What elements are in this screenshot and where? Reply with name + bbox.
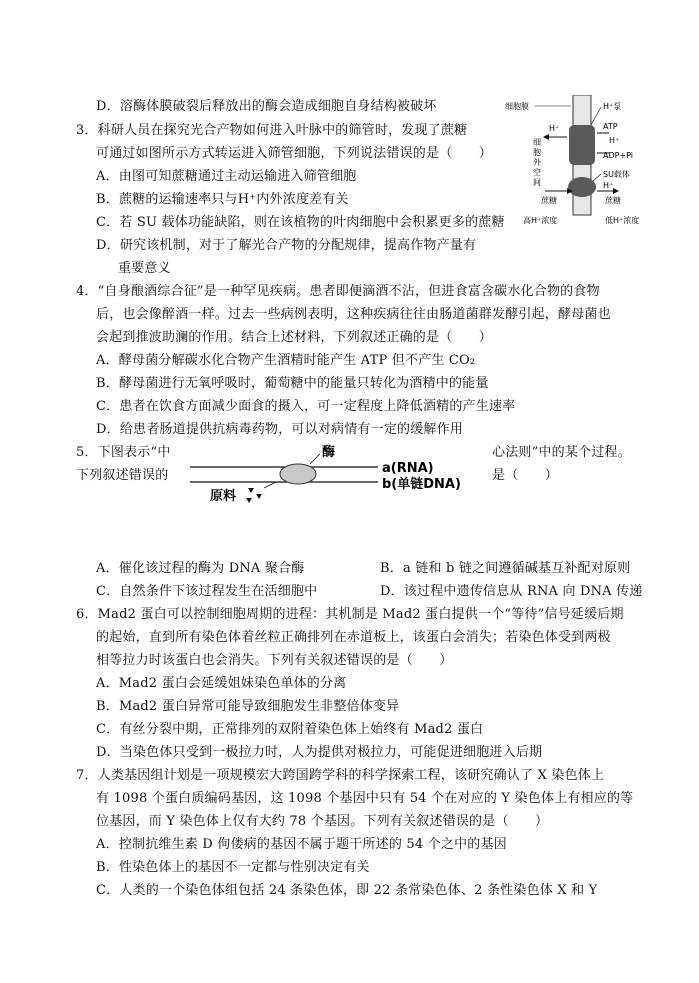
q3-option-a: A．由图可知蔗糖通过主动运输进入筛管细胞	[96, 169, 357, 184]
q5-stem-right-2: 是（ ）	[492, 468, 559, 483]
sucrose-left-label: 蔗糖	[541, 196, 557, 205]
low-h-concentration-label: 低H⁺浓度	[605, 216, 640, 225]
q7-option-a: A．控制抗维生素 D 佝偻病的基因不属于题干所述的 54 个之中的基因	[96, 837, 507, 852]
q2-option-d: D．溶酶体膜破裂后释放出的酶会造成细胞自身结构被破坏	[96, 99, 437, 114]
outside-space-label: 细胞外空间	[533, 138, 541, 187]
strand-b-label: b(单链DNA)	[382, 477, 461, 492]
q3-option-d-cont: 重要意义	[118, 261, 171, 276]
material-label: 原料	[210, 489, 237, 504]
q6-option-d: D．当染色体只受到一极拉力时，人为提供对极拉力，可能促进细胞进入后期	[96, 745, 543, 760]
q3-option-c: C．若 SU 载体功能缺陷，则在该植物的叶肉细胞中会积累更多的蔗糖	[96, 215, 505, 230]
q6-option-c: C．有丝分裂中期，正常排列的双附着染色体上始终有 Mad2 蛋白	[96, 722, 484, 737]
h-plus-mid-label: H⁺	[609, 136, 620, 145]
membrane-label: 细胞膜	[505, 102, 529, 111]
q4-stem-line-1: 4．“自身酿酒综合征”是一种罕见疾病。患者即便滴酒不沾，但进食富含碳水化合物的食物	[76, 284, 600, 299]
q6-stem-line-1: 6．Mad2 蛋白可以控制细胞周期的进程：其机制是 Mad2 蛋白提供一个“等待”信号延缓后期	[76, 607, 624, 622]
q6-option-a: A．Mad2 蛋白会延缓姐妹染色单体的分离	[96, 676, 347, 691]
su-label: SU载体	[603, 170, 630, 179]
h-plus-top-label: H⁺	[549, 124, 560, 133]
q7-option-b: B．性染色体上的基因不一定都与性别决定有关	[96, 860, 370, 875]
q6-stem-line-3: 相等拉力时该蛋白也会消失。下列有关叙述错误的是（ ）	[96, 653, 453, 668]
q5-option-d: D．该过程中遗传信息从 RNA 向 DNA 传递	[380, 584, 643, 599]
proton-pump	[569, 125, 595, 165]
atp-label: ATP	[603, 122, 618, 131]
high-h-concentration-label: 高H⁺浓度	[523, 216, 558, 225]
pump-label: H⁺泵	[603, 102, 622, 111]
q4-option-c: C．患者在饮食方面减少面食的摄入，可一定程度上降低酒精的产生速率	[96, 399, 516, 414]
adp-label: ADP+Pi	[603, 151, 634, 160]
q7-stem-line-3: 位基因，而 Y 染色体上仅有大约 78 个基因。下列有关叙述错误的是（ ）	[96, 814, 549, 829]
nucleotide-icon	[246, 488, 262, 503]
reverse-transcription-diagram	[180, 442, 490, 517]
q4-stem-line-3: 会起到推波助澜的作用。结合上述材料，下列叙述正确的是（ ）	[96, 330, 493, 345]
q3-option-d: D．研究该机制，对于了解光合产物的分配规律，提高作物产量有	[96, 238, 477, 253]
q5-stem-left-1: 5．下图表示“中	[76, 445, 171, 460]
q3-stem-line-2: 可通过如图所示方式转运进入筛管细胞，下列说法错误的是（ ）	[96, 146, 493, 161]
q6-stem-line-2: 的起始，直到所有染色体着丝粒正确排列在赤道板上，该蛋白会消失；若染色体受到两极	[96, 630, 611, 645]
q4-stem-line-2: 后，也会像醉酒一样。过去一些病例表明，这种疾病往往由肠道菌群发酵引起，酵母菌也	[96, 307, 611, 322]
su-carrier	[568, 177, 596, 197]
q6-option-b: B．Mad2 蛋白异常可能导致细胞发生非整倍体变异	[96, 699, 400, 714]
q7-stem-line-2: 有 1098 个蛋白质编码基因，这 1098 个基因中只有 54 个在对应的 Y 染色体上有相应的等	[96, 791, 634, 806]
strand-a-label: a(RNA)	[382, 461, 434, 476]
q4-option-a: A．酵母菌分解碳水化合物产生酒精时能产生 ATP 但不产生 CO₂	[96, 353, 476, 368]
q4-option-d: D．给患者肠道提供抗病毒药物，可以对病情有一定的缓解作用	[96, 422, 464, 437]
q7-stem-line-1: 7．人类基因组计划是一项规模宏大跨国跨学科的科学探索工程，该研究确认了 X 染色体上	[76, 768, 605, 783]
q5-stem-right-1: 心法则”中的某个过程。	[492, 445, 631, 460]
q5-option-c: C．自然条件下该过程发生在活细胞中	[96, 584, 318, 599]
h-plus-low-label: H⁺	[603, 181, 614, 190]
q3-option-b: B．蔗糖的运输速率只与H⁺内外浓度差有关	[96, 192, 349, 207]
q3-stem-line-1: 3．科研人员在探究光合产物如何进入叶脉中的筛管时，发现了蔗糖	[76, 123, 468, 138]
q7-option-c: C．人类的一个染色体组包括 24 条染色体，即 22 条常染色体、2 条性染色体 X 和 Y	[96, 883, 598, 898]
q5-option-a: A．催化该过程的酶为 DNA 聚合酶	[96, 561, 305, 576]
enzyme-shape	[280, 464, 316, 484]
q5-option-b: B．a 链和 b 链之间遵循碱基互补配对原则	[380, 561, 631, 576]
q4-option-b: B．酵母菌进行无氧呼吸时，葡萄糖中的能量只转化为酒精中的能量	[96, 376, 489, 391]
enzyme-label: 酶	[322, 445, 336, 460]
sucrose-right-label: 蔗糖	[605, 196, 621, 205]
q5-stem-left-2: 下列叙述错误的	[76, 468, 169, 483]
sucrose-transport-diagram	[505, 95, 680, 235]
